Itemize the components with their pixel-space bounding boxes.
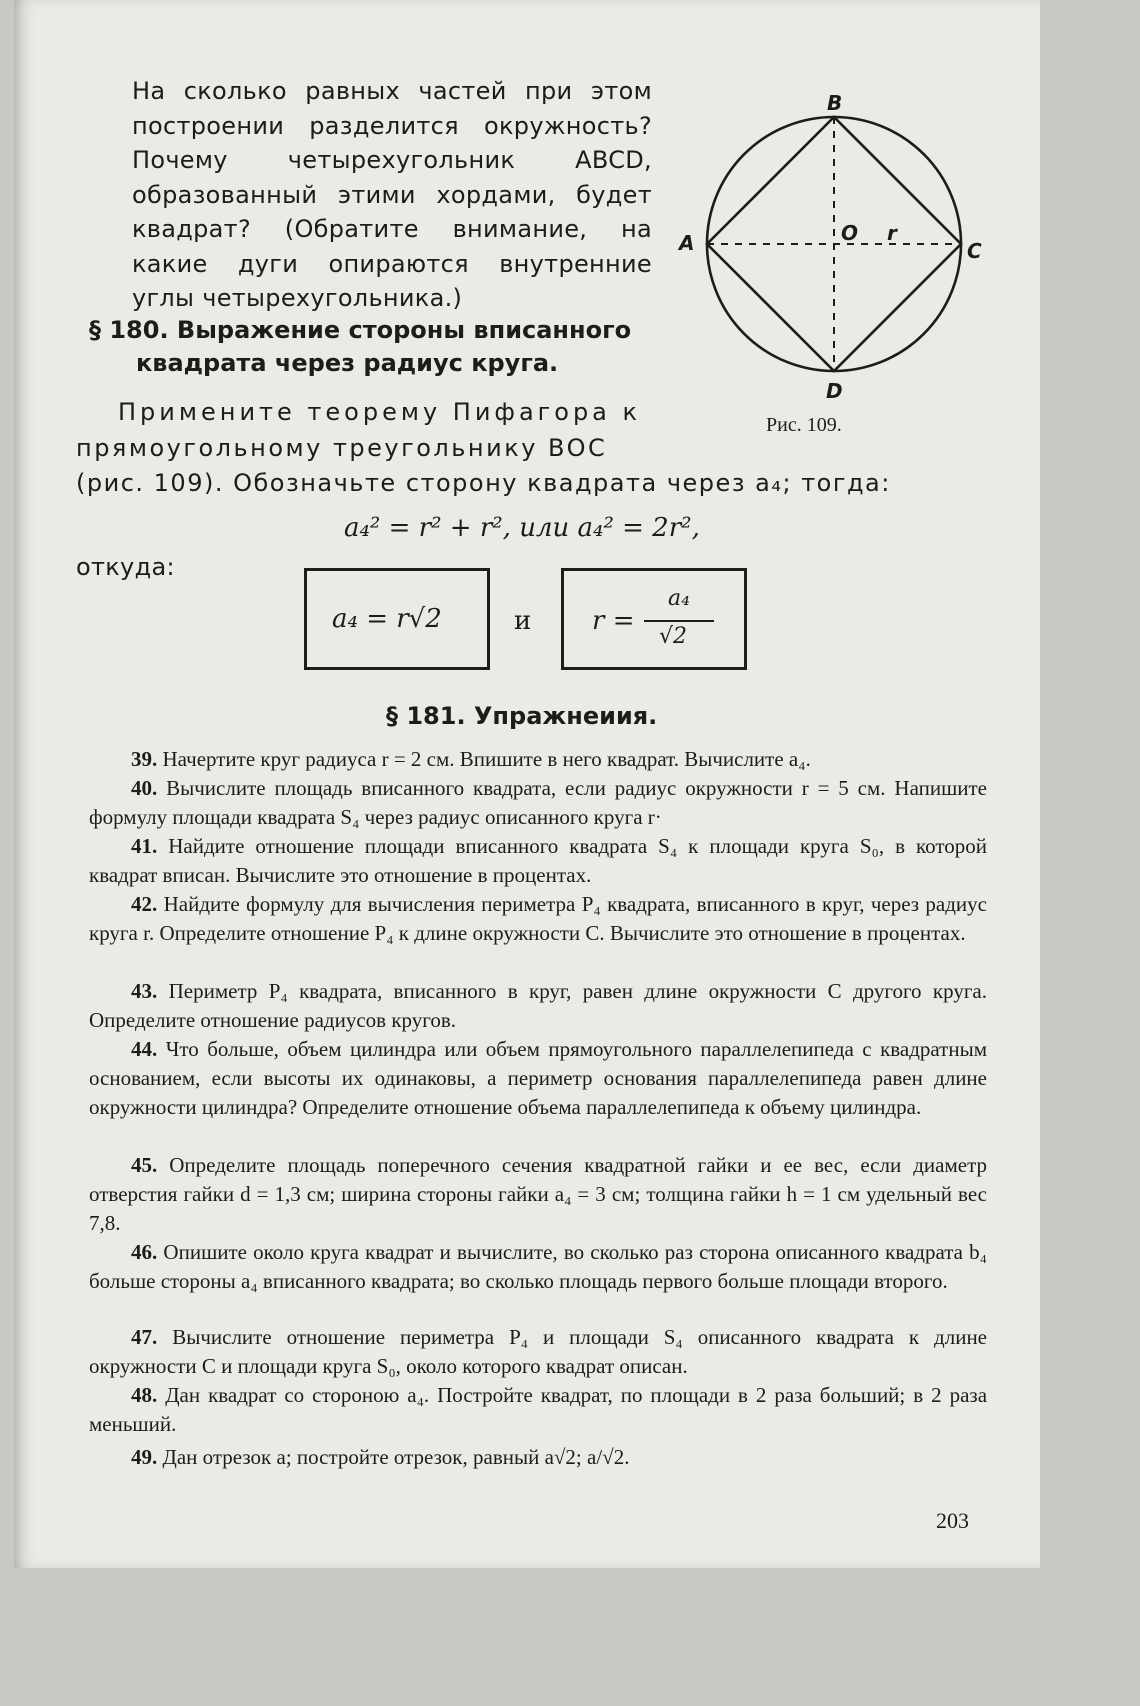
formula-pythagoras: a₄² = r² + r², или a₄² = 2r², <box>344 513 700 543</box>
and-label: и <box>514 606 532 636</box>
exercise-number: 47. <box>131 1325 158 1349</box>
section-181-title: § 181. Упражнеиия. <box>386 702 658 730</box>
formula-a4: a₄ = r√2 <box>332 604 442 634</box>
exercise-number: 49. <box>131 1445 158 1469</box>
fraction-bar <box>644 620 714 622</box>
exercise-number: 44. <box>131 1037 158 1061</box>
exercise-45 <box>89 1151 987 1238</box>
figure-caption: Рис. 109. <box>766 414 842 436</box>
boxed-formula-right <box>561 568 747 670</box>
body-line-1: Примените теорему Пифагора к <box>118 398 642 426</box>
exercise-text: Вычислите площадь вписанного квадрата, если радиус окружности r = 5 см. Напишите формулу площади квадрата S₄ через радиус описанного круга r· <box>89 776 987 829</box>
exercise-text: Вычислите отношение периметра P₄ и площади S₄ описанного квадрата к длине окружности C и площади круга S₀, около которого квадрат описан. <box>89 1325 988 1378</box>
exercise-text: Периметр P₄ квадрата, вписанного в круг, равен длине окружности C другого круга. Определите отношение радиусов кругов. <box>89 979 988 1032</box>
exercise-43 <box>89 977 987 1035</box>
exercise-number: 43. <box>131 979 158 1003</box>
figure-109 <box>669 80 999 420</box>
exercise-41 <box>89 832 987 890</box>
exercise-number: 42. <box>131 892 158 916</box>
formula-r-denominator: √2 <box>659 624 688 649</box>
exercise-number: 45. <box>131 1153 158 1177</box>
label-r: r <box>887 221 897 245</box>
exercise-text: Найдите формулу для вычисления периметра P₄ квадрата, вписанного в круг, через радиус круга r. Определите отношение P₄ к длине окружности C. Вычислите это отношение в процентах. <box>89 892 987 945</box>
body-line-2: прямоугольному треугольнику BOC <box>76 434 608 462</box>
exercise-48 <box>89 1381 987 1439</box>
exercise-number: 48. <box>131 1383 158 1407</box>
exercise-number: 40. <box>131 776 158 800</box>
intro-paragraph: На сколько равных частей при этом построении разделится окружность? Почему четырехугольник ABCD, образованный этими хордами, будет квадрат? (Обратите внимание, на какие дуги опираются внутренние углы четырехугольника.) <box>132 77 652 312</box>
label-o: O <box>841 221 859 245</box>
exercise-text: Дан квадрат со стороною a₄. Постройте квадрат, по площади в 2 раза больший; в 2 раза меньший. <box>89 1383 988 1436</box>
body-line-3: (рис. 109). Обозначьте сторону квадрата через a₄; тогда: <box>76 469 891 497</box>
page-number: 203 <box>936 1508 969 1533</box>
exercise-number: 46. <box>131 1240 158 1264</box>
label-d: D <box>826 379 843 403</box>
exercise-text: Дан отрезок a; постройте отрезок, равный a√2; a/√2. <box>162 1445 630 1469</box>
label-c: C <box>967 239 982 263</box>
exercise-40 <box>89 774 987 832</box>
exercise-text: Начертите круг радиуса r = 2 см. Впишите в него квадрат. Вычислите a₄. <box>162 747 811 771</box>
formula-r-lhs: r = <box>592 606 635 636</box>
whence-label: откуда: <box>76 553 175 581</box>
exercise-49 <box>89 1443 987 1472</box>
formula-r-numerator: a₄ <box>668 586 690 611</box>
section-180-title-line2: квадрата через радиус круга. <box>136 349 559 377</box>
exercise-39 <box>89 745 987 774</box>
exercise-text: Найдите отношение площади вписанного квадрата S₄ к площади круга S₀, в которой квадрат вписан. Вычислите это отношение в процентах. <box>89 834 987 887</box>
book-page <box>14 0 1040 1568</box>
exercise-47 <box>89 1323 987 1381</box>
exercise-42 <box>89 890 987 948</box>
exercise-text: Опишите около круга квадрат и вычислите, во сколько раз сторона описанного квадрата b₄ больше стороны a₄ вписанного квадрата; во сколько площадь первого больше площади второго. <box>89 1240 987 1293</box>
exercise-number: 41. <box>131 834 158 858</box>
exercise-44 <box>89 1035 987 1122</box>
exercise-text: Что больше, объем цилиндра или объем прямоугольного параллелепипеда с квадратным основанием, если высоты их одинаковы, а периметр основания параллелепипеда равен длине окружности цилиндра? Определите отношение объема параллелепипеда к объему цилиндра. <box>89 1037 988 1119</box>
exercise-46 <box>89 1238 987 1296</box>
exercise-text: Определите площадь поперечного сечения квадратной гайки и ее вес, если диаметр отверстия гайки d = 1,3 см; ширина стороны гайки a₄ = 3 см; толщина гайки h = 1 см удельный вес 7,8. <box>89 1153 988 1235</box>
exercise-number: 39. <box>131 747 158 771</box>
section-180-title-line1: § 180. Выражение стороны вписанного <box>89 316 632 344</box>
label-a: A <box>679 231 695 255</box>
label-b: B <box>827 91 843 115</box>
